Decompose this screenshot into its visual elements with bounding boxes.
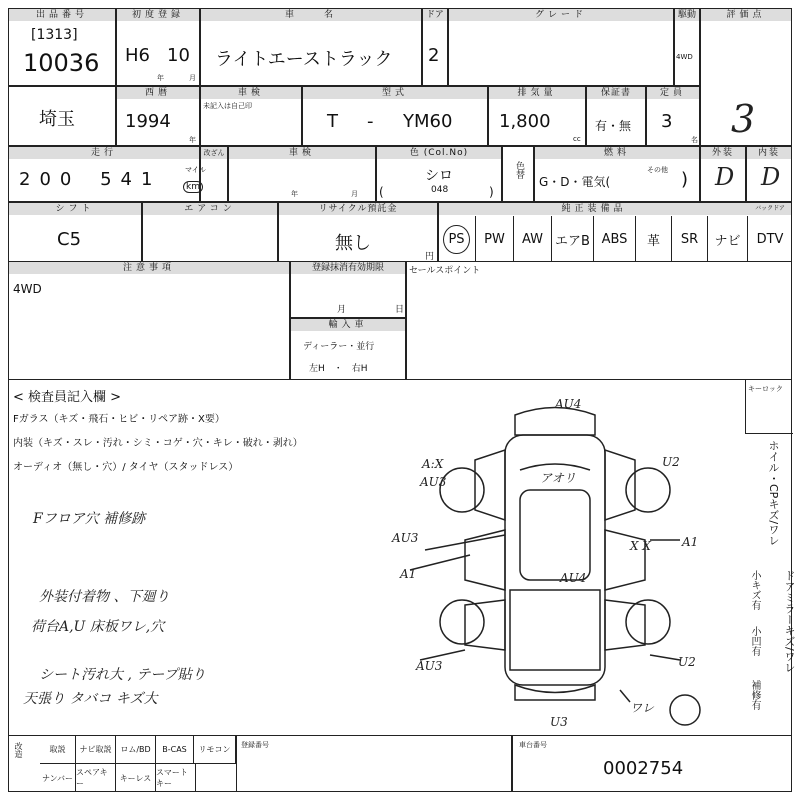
mark-ware: ワレ (630, 701, 655, 715)
reg-day-unit: 日 (395, 305, 405, 315)
spare-wheel (670, 695, 700, 725)
drive-cell (674, 8, 700, 86)
handwritten-note-4: シート汚れ大 , テープ貼り (39, 667, 206, 683)
mark-xx-right: X X (630, 539, 651, 553)
year-unit: 年 (157, 74, 164, 82)
mark-aori: アオリ (540, 471, 576, 485)
mileage-digit: 0 (39, 169, 60, 190)
handwritten-note-1: Fフロア穴 補修跡 (33, 511, 146, 527)
seats-value: 3 (661, 111, 673, 132)
mark-line-u2-right (650, 655, 680, 660)
doors-cell (422, 8, 448, 86)
rear-bumper (515, 685, 595, 700)
mileage-digit: 2 (19, 169, 40, 190)
mark-au3-left: AU3 (392, 531, 419, 545)
mileage-digit: 1 (141, 169, 162, 190)
grade-cell (448, 8, 674, 86)
cc-unit: cc (573, 135, 581, 143)
backdoor-label: バックドア (749, 203, 791, 215)
date-paren-close: ) (489, 185, 494, 199)
region: 埼玉 (39, 109, 75, 130)
rating-value: 3 (731, 97, 756, 141)
chassis-cell (512, 736, 792, 792)
equipment-leather: 革 (636, 216, 672, 262)
keylock-label: キーロック (748, 385, 783, 393)
vehicle-diagram (380, 390, 730, 730)
right-front-door (605, 450, 635, 520)
fuel-other-label: その他 (647, 166, 668, 174)
equipment-ps (438, 216, 476, 262)
steering: 左H ・ 右H (309, 364, 368, 374)
seats-label: 定員 (647, 87, 699, 99)
color-value: シロ (425, 168, 453, 184)
mark-line-ware (620, 690, 630, 702)
side-note-small-dent: 小凹有 (749, 626, 760, 656)
exterior-value: D (715, 163, 735, 191)
side-note-mirror: ドアミラーキズ/ワレ (783, 570, 796, 673)
era-year: H6 (125, 45, 150, 66)
mile-unit: マイル (185, 166, 206, 174)
warranty-value: 有・無 (595, 119, 632, 133)
import-label: 輸入車 (291, 319, 405, 331)
mark-line-a1-left (410, 555, 470, 570)
doors-value: 2 (428, 45, 440, 66)
registration-label: 登録抹消有効期限 (291, 262, 405, 274)
car-name-label: 車 名 (201, 9, 421, 21)
inspection-note: 未記入は自己印 (203, 102, 252, 110)
wheel-front-left (440, 468, 484, 512)
doors-label: ドア (423, 9, 447, 21)
month-unit: 月 (189, 74, 196, 82)
mark-au4-top: AU4 (555, 397, 582, 411)
shift-value: C5 (57, 229, 82, 250)
vehicle-inspection-label: 車検 (229, 147, 375, 159)
grade-label: グレード (449, 9, 673, 21)
mark-au3-bottom: AU3 (416, 659, 443, 673)
sales-cell (406, 262, 792, 380)
side-note-small-scratch: 小キズ有 (749, 570, 760, 610)
audio-line: オーディオ（無し・穴）/ タイヤ（スタッドレス） (13, 462, 239, 473)
footer-item-smart-key: スマートキー (156, 764, 196, 792)
shift-label: シフト (9, 203, 141, 215)
mileage-digit: 4 (120, 169, 141, 190)
lot-label: 出品番号 (9, 9, 115, 21)
km-unit: km (183, 181, 203, 193)
shift-cell (8, 202, 142, 262)
lot-cell (8, 8, 116, 86)
equipment-pw: PW (476, 216, 514, 262)
fuel-close: ) (681, 169, 689, 190)
recycle-value: 無し (335, 233, 371, 254)
year-label: 西暦 (117, 87, 199, 99)
model-label: 型式 (303, 87, 487, 99)
year-unit-2: 年 (189, 136, 196, 144)
windshield (520, 464, 590, 470)
warranty-label: 保証書 (587, 87, 645, 99)
equipment-airbag: エアB (552, 216, 594, 262)
year-cell (116, 86, 200, 146)
kaizo-label: 改造 (14, 742, 23, 758)
wheel-front-right (626, 468, 670, 512)
exterior-cell (700, 146, 746, 202)
first-reg-label: 初度登録 (117, 9, 199, 21)
region-cell (8, 86, 116, 146)
handwritten-note-5: 天張り タバコ キズ大 (23, 691, 158, 707)
equipment-sr: SR (672, 216, 708, 262)
mileage-digits (19, 169, 161, 190)
ac-label: エアコン (143, 203, 277, 215)
registration-cell (290, 262, 406, 318)
footer-item-manual: 取説 (40, 736, 76, 764)
mark-u2-top: U2 (662, 455, 680, 469)
mark-ax: A:X (422, 457, 444, 471)
chassis-label: 車台番号 (519, 741, 547, 749)
date-year: 年 (291, 190, 298, 198)
footer-item-navi-manual: ナビ取説 (76, 736, 116, 764)
sales-label: セールスポイント (409, 266, 481, 276)
drive-label: 駆動 (675, 9, 699, 21)
rating-cell (700, 8, 792, 146)
fuel-label: 燃料 (535, 147, 699, 159)
car-name: ライトエーストラック (215, 49, 393, 70)
reg-month: 10 (167, 45, 190, 66)
caution-cell (8, 262, 290, 380)
model-cell (302, 86, 488, 146)
cab-roof (520, 490, 590, 580)
seats-unit: 名 (691, 136, 698, 144)
ac-cell (142, 202, 278, 262)
import-cell (290, 318, 406, 380)
inspector-title: < 検査員記入欄 > (13, 390, 122, 405)
first-reg-cell (116, 8, 200, 86)
footer-item-bcas: B-CAS (156, 736, 194, 764)
mark-au4-center: AU4 (560, 571, 587, 585)
equipment-aw: AW (514, 216, 552, 262)
footer-item-keyless: キーレス (116, 764, 156, 792)
front-bumper (515, 408, 595, 436)
displacement-value: 1,800 (499, 111, 551, 132)
mileage-digit: 0 (59, 169, 81, 190)
date-month: 月 (351, 190, 358, 198)
model-dash: - (367, 111, 374, 132)
displacement-cell (488, 86, 586, 146)
recycle-label: リサイクル預託金 (279, 203, 437, 215)
displacement-label: 排気量 (489, 87, 585, 99)
equipment-label: 純正装備品 (439, 203, 749, 215)
interior-line: 内装（キズ・スレ・汚れ・シミ・コゲ・穴・キレ・破れ・剥れ） (13, 438, 303, 449)
equipment-navi: ナビ (708, 216, 748, 262)
mileage-label: 走行 (9, 147, 199, 159)
caution-text: 4WD (13, 282, 42, 296)
mileage-cell (8, 146, 206, 202)
wheel-rear-left (440, 600, 484, 644)
date-paren-open: ( (379, 185, 384, 199)
footer-item-spare-key: スペアキー (76, 764, 116, 792)
mileage-digit: 5 (100, 169, 121, 190)
change-cell (200, 146, 228, 202)
color-no: 048 (431, 185, 449, 195)
footer-item-remote: リモコン (194, 736, 236, 764)
import-type: ディーラー・並行 (303, 342, 375, 352)
lot-code: [1313] (31, 27, 78, 43)
caution-label: 注意事項 (9, 262, 289, 274)
mark-au3-upper: AU3 (420, 475, 447, 489)
color-cell (376, 146, 502, 202)
left-front-door (475, 450, 505, 520)
side-note-wheel: ホイル・CPキズ/ワレ (767, 440, 780, 547)
equipment-label-ps: PS (443, 225, 469, 254)
color-change-cell (502, 146, 534, 202)
color-change-label: 色替 (514, 161, 524, 179)
interior-value: D (761, 163, 781, 191)
recycle-cell (278, 202, 438, 262)
side-note-repaired: 補修有 (749, 680, 760, 710)
handwritten-note-3: 荷台A,U 床板ワレ,穴 (31, 619, 165, 635)
color-label: 色 (Col.No) (377, 147, 501, 159)
model-value: YM60 (403, 111, 453, 132)
footer-item-rom: ロム/BD (116, 736, 156, 764)
cargo-bed (510, 590, 600, 670)
reg-number-cell (236, 736, 512, 792)
exterior-label: 外装 (701, 147, 745, 159)
fuel-value: G・D・電気( (539, 175, 611, 189)
inspection-label: 車検 (201, 87, 301, 99)
drive-value: 4WD (676, 53, 693, 61)
reg-number-label: 登録番号 (241, 741, 269, 749)
vehicle-inspection-cell (228, 146, 376, 202)
rating-label: 評価点 (701, 9, 791, 21)
lot-number: 10036 (23, 49, 100, 77)
equipment-dtv: DTV (756, 231, 784, 247)
model-prefix: T (327, 111, 338, 132)
yen-unit: 円 (425, 252, 435, 262)
warranty-cell (586, 86, 646, 146)
footer-item-number: ナンバー (40, 764, 76, 792)
mark-a1-right: A1 (682, 535, 699, 549)
reg-month-unit: 月 (337, 305, 347, 315)
fuel-cell (534, 146, 700, 202)
interior-label: 内装 (747, 147, 791, 159)
wheel-rear-right (626, 600, 670, 644)
handwritten-note-2: 外装付着物 、下廻り (39, 589, 170, 605)
inspection-cell (200, 86, 302, 146)
f-glass-line: Fガラス（キズ・飛石・ヒビ・リペア跡・X要） (13, 414, 225, 425)
chassis-number: 0002754 (603, 758, 684, 779)
mark-u2-bottom: U2 (678, 655, 696, 669)
keylock-cell (745, 380, 793, 434)
interior-cell (746, 146, 792, 202)
mark-u3-bottom: U3 (550, 715, 568, 729)
equipment-abs: ABS (594, 216, 636, 262)
change-label: 改ざん (201, 147, 227, 159)
seats-cell (646, 86, 700, 146)
car-name-cell (200, 8, 422, 86)
year-value: 1994 (125, 111, 171, 132)
mark-a1-left: A1 (400, 567, 417, 581)
